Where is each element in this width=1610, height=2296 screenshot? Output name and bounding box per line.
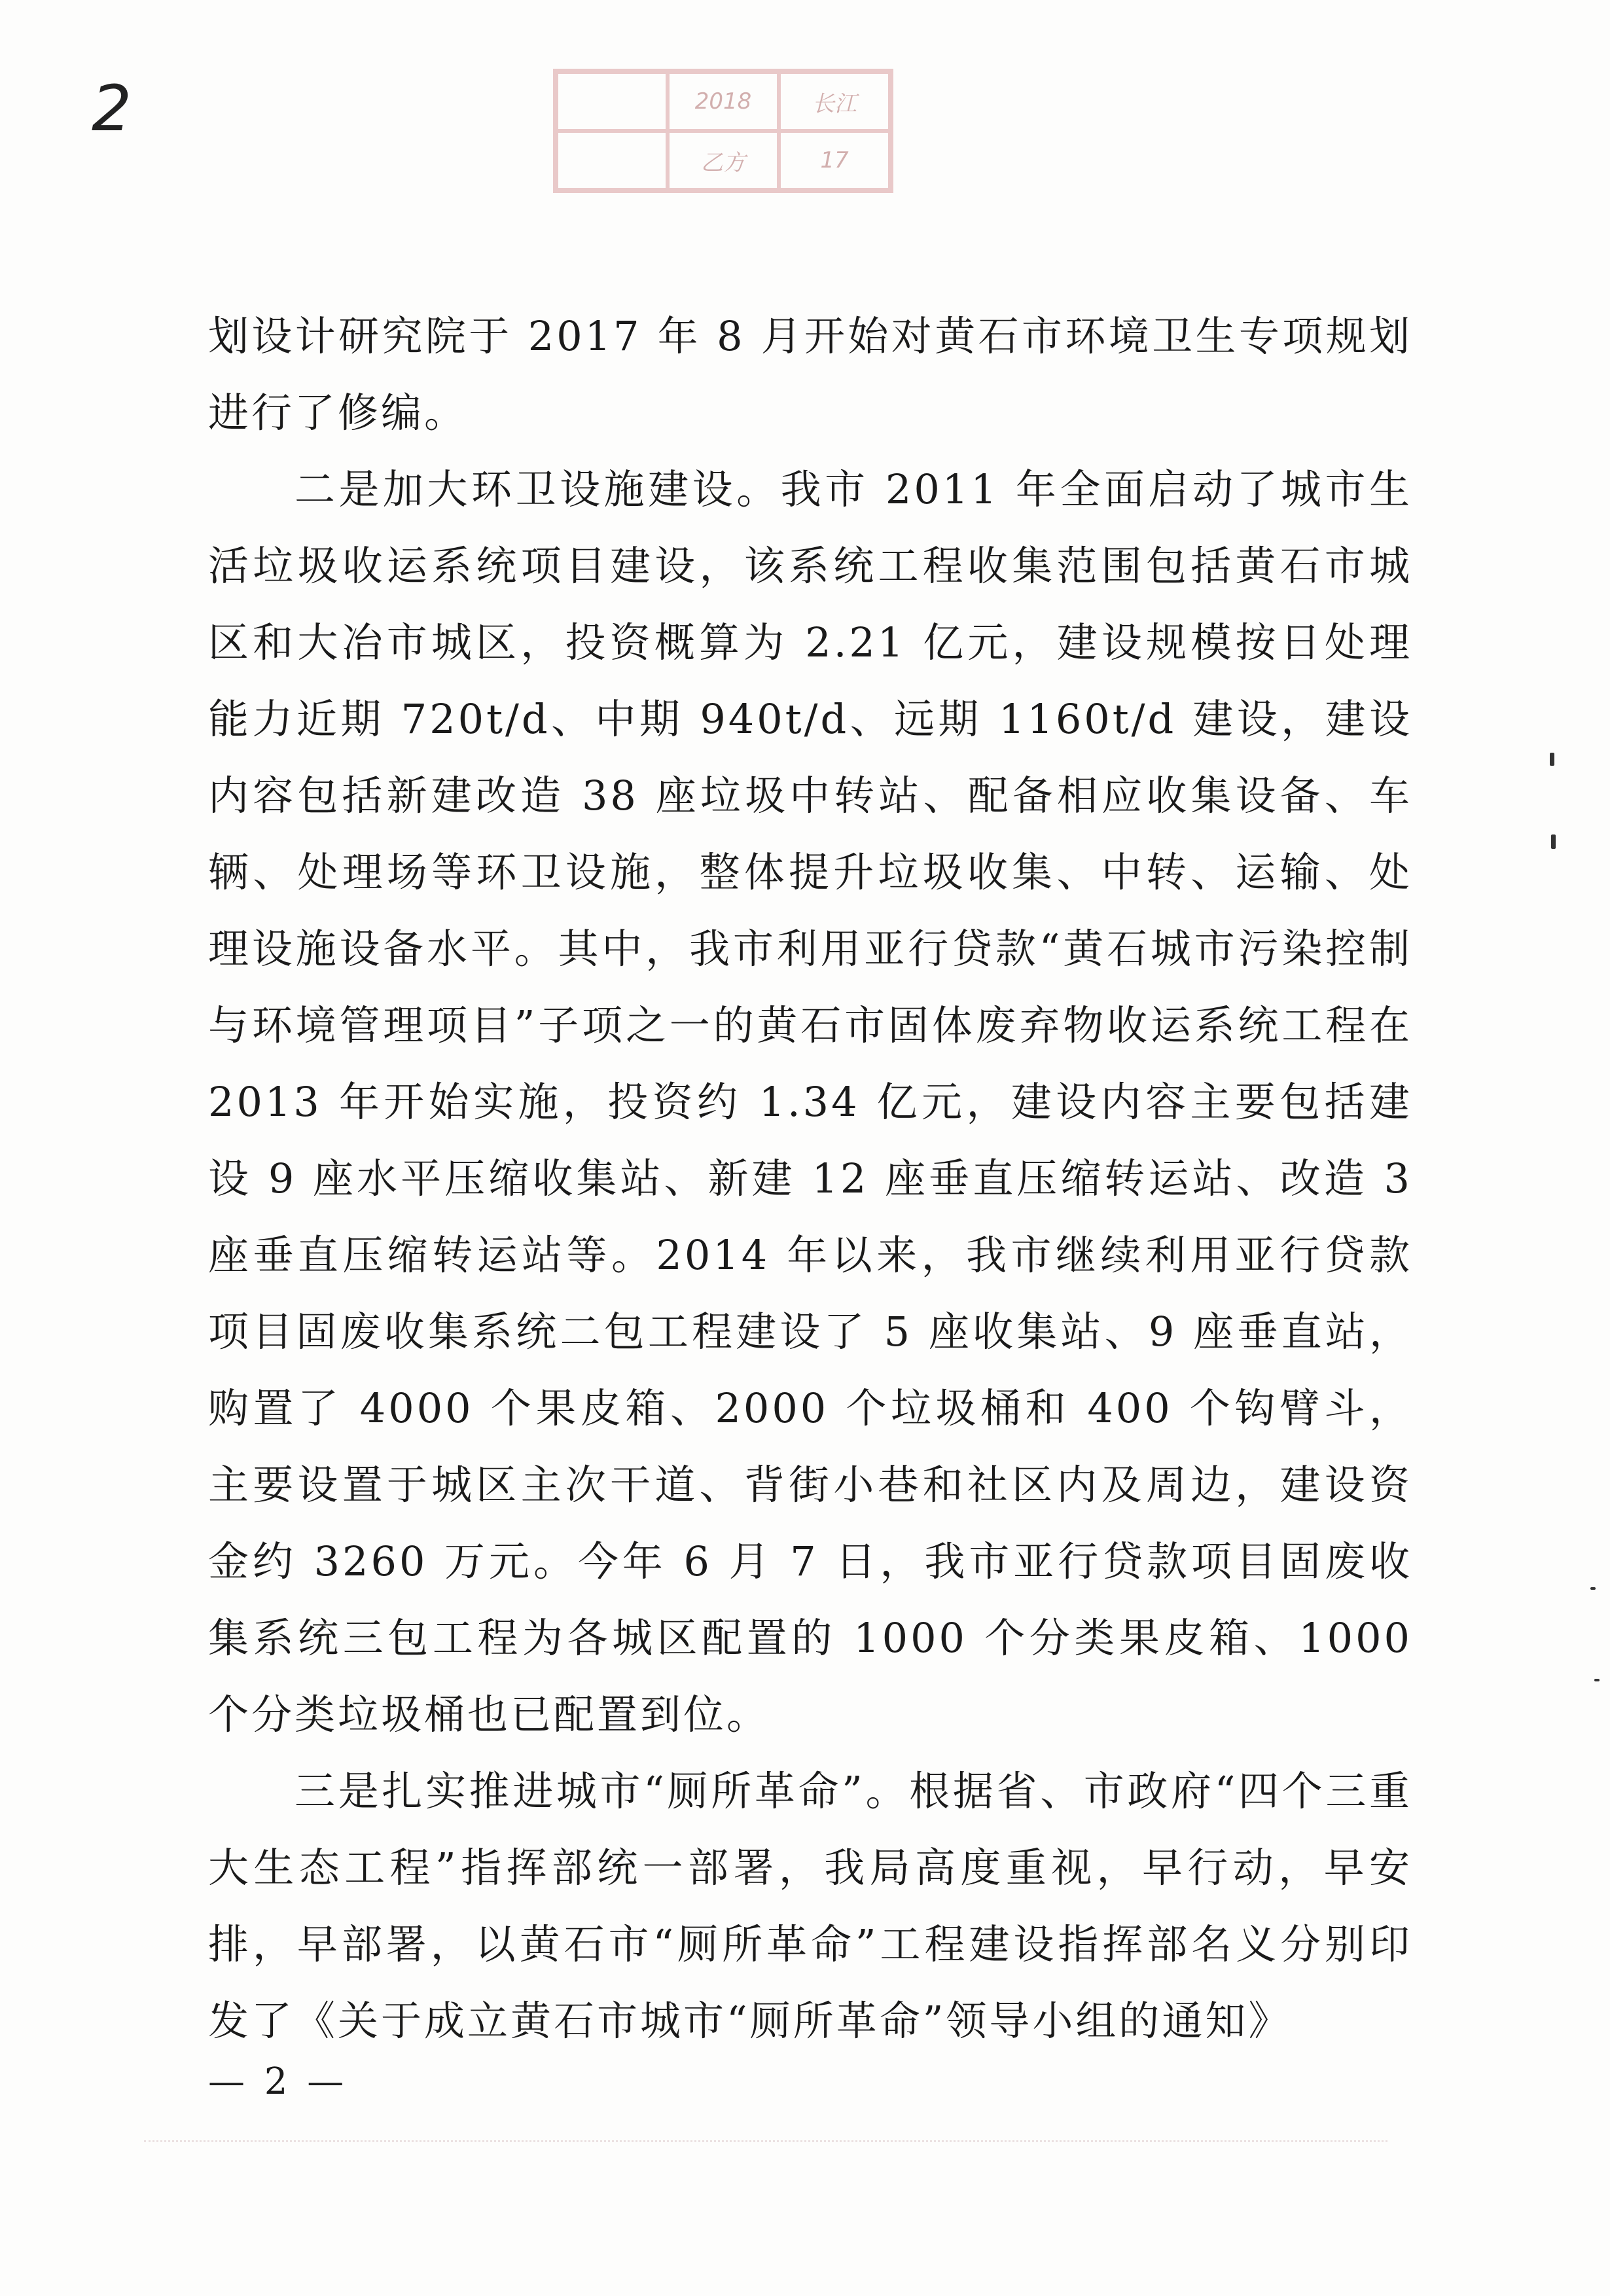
stamp-cell: 乙方 — [668, 131, 779, 190]
stamp-cell — [556, 72, 668, 131]
bleed-through-header-shadow — [209, 196, 1401, 281]
paragraph-continuation: 划设计研究院于 2017 年 8 月开始对黄石市环境卫生专项规划进行了修编。 — [208, 312, 1412, 437]
document-body — [208, 298, 1412, 2059]
stamp-grid — [556, 72, 890, 190]
scan-speck — [1551, 834, 1556, 849]
stamp-cell: 17 — [779, 131, 890, 190]
scan-speck — [1550, 753, 1554, 766]
handwritten-page-mark: 2 — [92, 72, 132, 145]
paragraph-sanitation-facilities: 二是加大环卫设施建设。我市 2011 年全面启动了城市生活垃圾收运系统项目建设，该系统工程收集范围包括黄石市城区和大冶市城区，投资概算为 2.21 亿元，建设规模按日处理能力近期 720t/d、中期 940t/d、远期 1160t/d 建设，建设内容包括新建改造 38 座垃圾中转站、配备相应收集设备、车辆、处理场等环卫设施，整体提升垃圾收集、中转、运输、处理设施设备水平。其中，我市利用亚行贷款“黄石城市污染控制与环境管理项目”子项之一的黄石市固体废弃物收运系统工程在 2013 年开始实施，投资约 1.34 亿元，建设内容主要包括建设 9 座水平压缩收集站、新建 12 座垂直压缩转运站、改造 3 座垂直压缩转运站等。2014 年以来，我市继续利用亚行贷款项目固废收集系统二包工程建设了 5 座收集站、9 座垂直站，购置了 4000 个果皮箱、2000 个垃圾桶和 400 个钩臂斗，主要设置于城区主次干道、背街小巷和社区内及周边，建设资金约 3260 万元。今年 6 月 7 日，我市亚行贷款项目固废收集系统三包工程为各城区配置的 1000 个分类果皮箱、1000 个分类垃圾桶也已配置到位。 — [208, 465, 1412, 1738]
stamp-cell: 2018 — [668, 72, 779, 131]
page-number: — 2 — — [208, 2060, 348, 2103]
receipt-stamp — [553, 69, 893, 193]
bottom-bleed-line — [144, 2140, 1387, 2146]
scan-speck — [1594, 1679, 1600, 1681]
stamp-cell — [556, 131, 668, 190]
scan-speck — [1590, 1587, 1596, 1590]
paragraph-toilet-revolution: 三是扎实推进城市“厕所革命”。根据省、市政府“四个三重大生态工程”指挥部统一部署，我局高度重视，早行动，早安排，早部署，以黄石市“厕所革命”工程建设指挥部名义分别印发了《关于成立黄石市城市“厕所革命”领导小组的通知》 — [208, 1767, 1412, 2045]
stamp-cell: 长江 — [779, 72, 890, 131]
